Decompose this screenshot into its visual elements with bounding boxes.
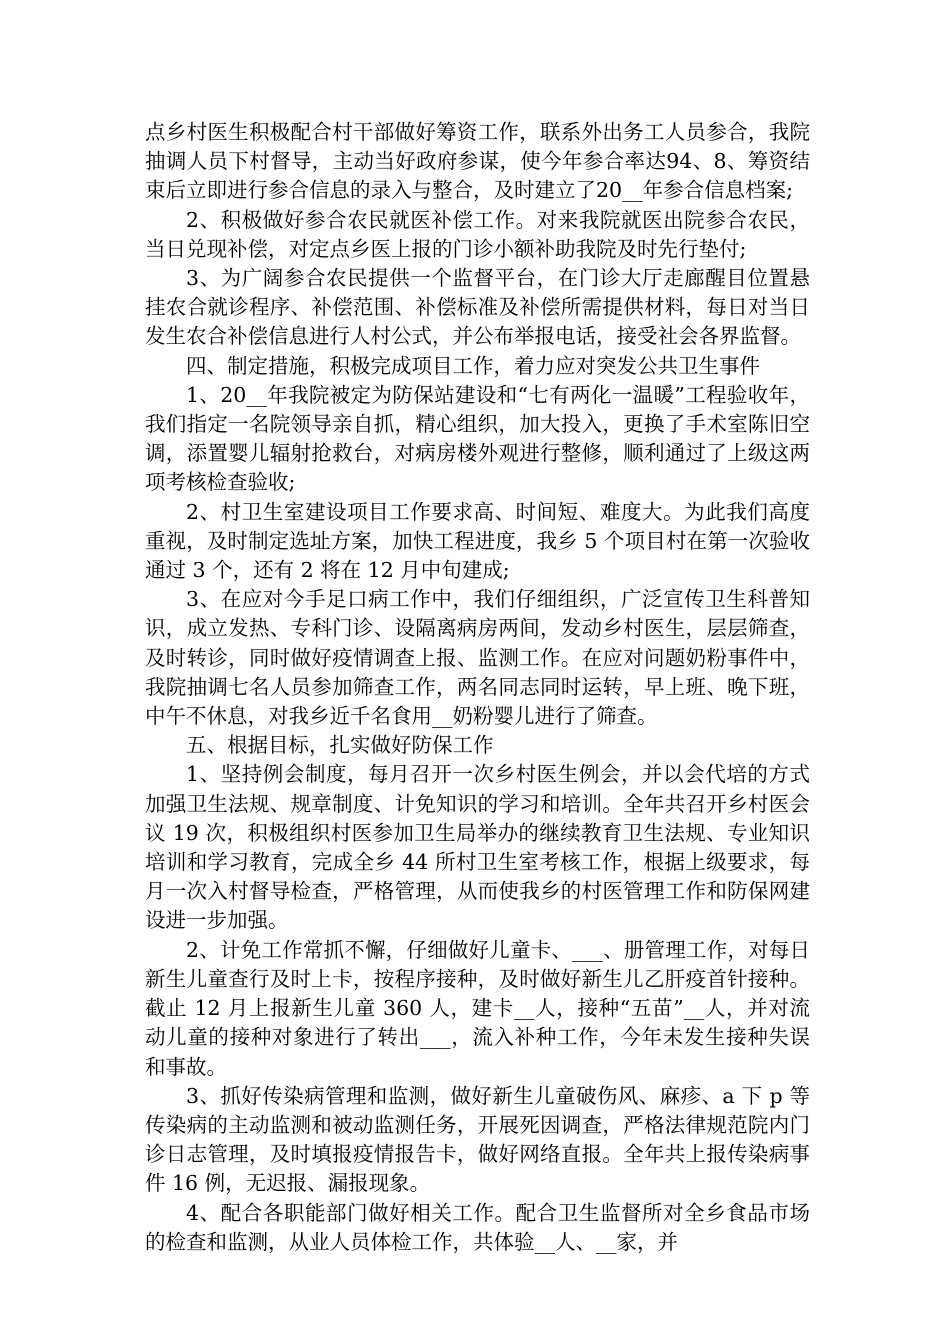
paragraph-immunization: 2、计免工作常抓不懈，仔细做好儿童卡、___、册管理工作，对每日新生儿童查行及时上卡，按程序接种，及时做好新生儿乙肝疫首针接种。截止 12 月上报新生儿童 360 人，建卡__人，接种“五苗”__人，并对流动儿童的接种对象进行了转出___，流入补种工作，今年未发生接种失误和事故。 [145, 937, 810, 1079]
section-heading-5: 五、根据目标，扎实做好防保工作 [186, 733, 494, 758]
paragraph-compensation: 2、积极做好参合农民就医补偿工作。对来我院就医出院参合农民，当日兑现补偿，对定点乡医上报的门诊小额补助我院及时先行垫付; [145, 207, 810, 261]
paragraph-funding: 点乡村医生积极配合村干部做好筹资工作，联系外出务工人员参合，我院抽调人员下村督导，主动当好政府参谋，使今年参合率达94、8、筹资结束后立即进行参合信息的录入与整合，及时建立了20__年参合信息档案; [145, 120, 810, 203]
paragraph-epidemic-response: 3、在应对今手足口病工作中，我们仔细组织，广泛宣传卫生科普知识，成立发热、专科门诊、设隔离病房两间，发动乡村医生，层层筛查，及时转诊，同时做好疫情调查上报、监测工作。在应对问题奶粉事件中，我院抽调七名人员参加筛查工作，两名同志同时运转，早上班、晚下班，中午不休息，对我乡近千名食用__奶粉婴儿进行了筛查。 [145, 587, 810, 729]
document-page [145, 118, 810, 1257]
section-heading-4: 四、制定措施，积极完成项目工作，着力应对突发公共卫生事件 [186, 353, 760, 378]
paragraph-meetings: 1、坚持例会制度，每月召开一次乡村医生例会，并以会代培的方式加强卫生法规、规章制度、计免知识的学习和培训。全年共召开乡村医会议 19 次，积极组织村医参加卫生局举办的继续教育卫生法规、专业知识培训和学习教育，完成全乡 44 所村卫生室考核工作，根据上级要求，每月一次入村督导检查，严格管理，从而使我乡的村医管理工作和防保网建设进一步加强。 [145, 762, 810, 933]
paragraph-cooperation: 4、配合各职能部门做好相关工作。配合卫生监督所对全乡食品市场的检查和监测，从业人员体检工作，共体验__人、__家，并 [145, 1200, 810, 1254]
paragraph-clinic-projects: 2、村卫生室建设项目工作要求高、时间短、难度大。为此我们高度重视，及时制定选址方案，加快工程进度，我乡 5 个项目村在第一次验收通过 3 个，还有 2 将在 12 月中旬建成; [145, 499, 810, 583]
paragraph-infectious-disease: 3、抓好传染病管理和监测，做好新生儿童破伤风、麻疹、a 下 p 等传染病的主动监测和被动监测任务，开展死因调查，严格法律规范院内门诊日志管理，及时填报疫情报告卡，做好网络直报。全年共上报传染病事件 16 例，无迟报、漏报现象。 [145, 1083, 810, 1196]
paragraph-station-construction: 1、20__年我院被定为防保站建设和“七有两化一温暖”工程验收年，我们指定一名院领导亲自抓，精心组织，加大投入，更换了手术室陈旧空调，添置婴儿辐射抢救台，对病房楼外观进行整修，顺利通过了上级这两项考核检查验收; [145, 382, 810, 495]
paragraph-supervision: 3、为广阔参合农民提供一个监督平台，在门诊大厅走廊醒目位置悬挂农合就诊程序、补偿范围、补偿标准及补偿所需提供材料，每日对当日发生农合补偿信息进行人村公式，并公布举报电话，接受社会各界监督。 [145, 266, 810, 349]
